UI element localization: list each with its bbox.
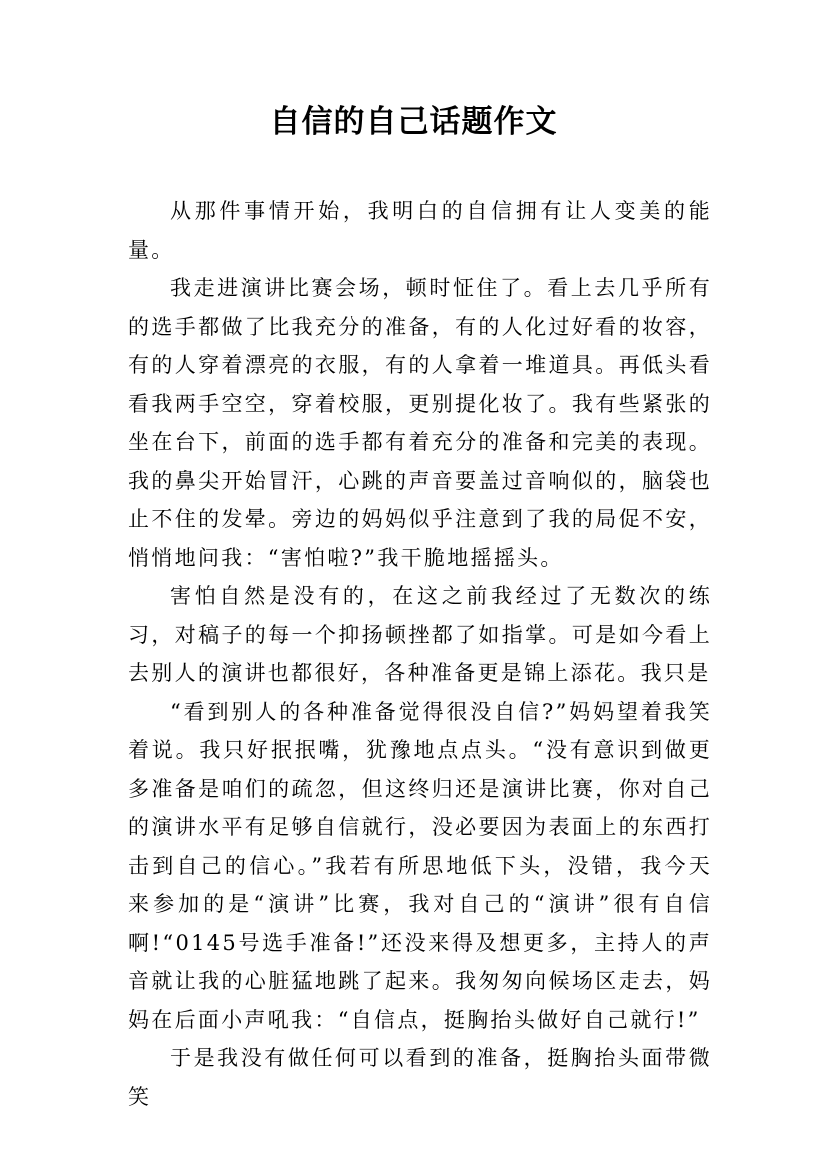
document-title: 自信的自己话题作文 xyxy=(269,104,558,140)
paragraph-2: 我走进演讲比赛会场，顿时怔住了。看上去几乎所有的选手都做了比我充分的准备，有的人化过好看的妆容，有的人穿着漂亮的衣服，有的人拿着一堆道具。再低头看看我两手空空，穿着校服，更别提化妆了。我有些紧张的坐在台下，前面的选手都有着充分的准备和完美的表现。我的鼻尖开始冒汗，心跳的声音要盖过音响似的，脑袋也止不住的发晕。旁边的妈妈似乎注意到了我的局促不安，悄悄地问我：“害怕啦?”我干脆地摇摇头。 xyxy=(128,276,712,570)
paragraph-3: 害怕自然是没有的，在这之前我经过了无数次的练习，对稿子的每一个抑扬顿挫都了如指掌。可是如今看上去别人的演讲也都很好，各种准备更是锦上添花。我只是 xyxy=(128,584,712,685)
paragraph-1: 从那件事情开始，我明白的自信拥有让人变美的能量。 xyxy=(128,199,712,262)
document-body xyxy=(128,192,712,1116)
paragraph-4: “看到别人的各种准备觉得很没自信?”妈妈望着我笑着说。我只好抿抿嘴，犹豫地点点头。“没有意识到做更多准备是咱们的疏忽，但这终归还是演讲比赛，你对自己的演讲水平有足够自信就行，没必要因为表面上的东西打击到自己的信心。”我若有所思地低下头，没错，我今天来参加的是“演讲”比赛，我对自己的“演讲”很有自信啊!“0145号选手准备!”还没来得及想更多，主持人的声音就让我的心脏猛地跳了起来。我匆匆向候场区走去，妈妈在后面小声吼我：“自信点，挺胸抬头做好自己就行!” xyxy=(128,699,712,1032)
paragraph-5: 于是我没有做任何可以看到的准备，挺胸抬头面带微笑 xyxy=(128,1046,712,1109)
